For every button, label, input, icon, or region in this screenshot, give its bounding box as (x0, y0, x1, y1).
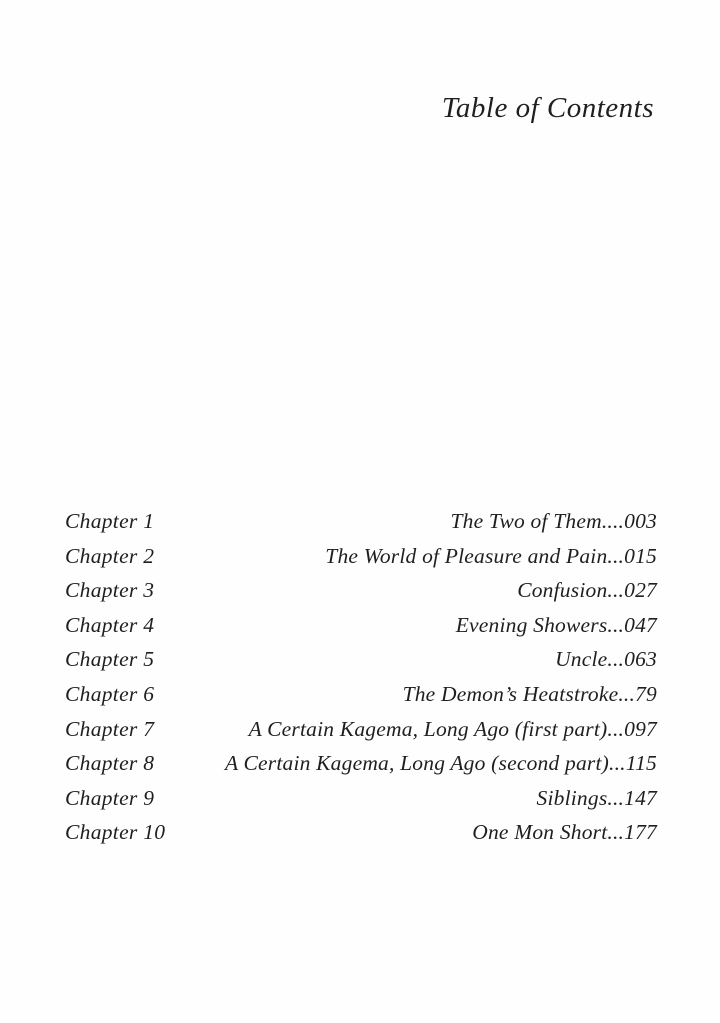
chapter-label: Chapter 10 (65, 820, 166, 845)
page-number: 027 (624, 578, 657, 603)
chapter-title: A Certain Kagema, Long Ago (second part) (224, 751, 609, 776)
chapter-label: Chapter 3 (65, 578, 155, 603)
toc-entry-10 (65, 820, 657, 855)
toc-entry-2 (65, 544, 657, 579)
chapter-entry (537, 786, 657, 811)
leader-dots: ... (607, 647, 625, 672)
chapter-label: Chapter 6 (65, 681, 155, 706)
leader-dots: ... (607, 612, 625, 637)
toc-entry-6 (65, 682, 657, 717)
chapter-entry (403, 682, 657, 707)
toc-entry-3 (65, 578, 657, 613)
page-number: 097 (624, 716, 657, 741)
page-number: 063 (624, 647, 657, 672)
chapter-title: A Certain Kagema, Long Ago (first part) (248, 716, 608, 741)
page-number: 003 (624, 509, 657, 533)
chapter-entry (249, 717, 657, 742)
chapter-entry (555, 647, 657, 672)
page-number: 115 (625, 751, 657, 776)
toc-entry-8 (65, 751, 657, 786)
chapter-entry (517, 578, 657, 603)
page-number: 177 (624, 820, 657, 845)
toc-entry-7 (65, 717, 657, 752)
page-number: 79 (635, 681, 657, 706)
chapter-title: The Demon’s Heatstroke (402, 681, 619, 706)
chapter-title: The World of Pleasure and Pain (325, 543, 608, 568)
leader-dots: .... (601, 509, 625, 533)
toc-entry-1 (65, 509, 657, 544)
chapter-label: Chapter 9 (65, 785, 155, 810)
page-number: 015 (624, 543, 657, 568)
chapter-entry (456, 613, 657, 638)
chapter-title: Uncle (555, 647, 608, 672)
toc-entry-5 (65, 647, 657, 682)
chapter-title: Evening Showers (455, 612, 608, 637)
chapter-label: Chapter 1 (65, 509, 155, 533)
toc-entry-4 (65, 613, 657, 648)
chapter-label: Chapter 4 (65, 612, 155, 637)
chapter-title: Siblings (536, 785, 608, 810)
chapter-label: Chapter 5 (65, 647, 155, 672)
leader-dots: ... (607, 543, 625, 568)
leader-dots: ... (607, 716, 625, 741)
page-number: 047 (624, 612, 657, 637)
leader-dots: ... (607, 820, 625, 845)
toc-entry-9 (65, 786, 657, 821)
chapter-entry (472, 820, 657, 845)
chapter-entry (451, 509, 658, 534)
leader-dots: ... (607, 785, 625, 810)
chapter-title: One Mon Short (472, 820, 608, 845)
chapter-label: Chapter 8 (65, 751, 155, 776)
chapter-entry (225, 751, 657, 776)
leader-dots: ... (618, 681, 636, 706)
chapter-label: Chapter 7 (65, 716, 155, 741)
toc-list (65, 509, 657, 855)
page-number: 147 (624, 785, 657, 810)
chapter-entry (325, 544, 657, 569)
leader-dots: ... (609, 751, 626, 776)
chapter-title: The Two of Them (450, 509, 602, 533)
page-title: Table of Contents (441, 92, 654, 124)
leader-dots: ... (607, 578, 625, 603)
chapter-title: Confusion (517, 578, 608, 603)
chapter-label: Chapter 2 (65, 543, 155, 568)
